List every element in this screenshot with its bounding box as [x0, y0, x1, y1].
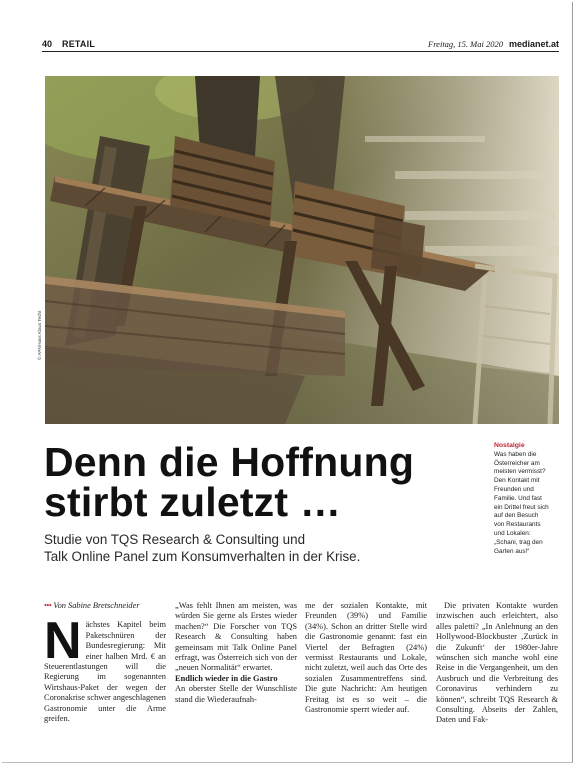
- sidebar-line: von Restaurants: [494, 521, 541, 529]
- subtitle-line-2: Talk Online Panel zum Konsumverhalten in der Krise.: [44, 549, 361, 564]
- page-header: [42, 38, 559, 52]
- sidebar-line: „Schani, trag den: [494, 538, 543, 546]
- column-3-text: me der sozialen Kontakte, mit Freunden (39%) und Familie (34%). Schon an dritter Stelle wird die Gastronomie genannt: fast ein Viertel der Befragten (24%) vermisst Restaurants und Lokale, nicht zuletzt, weil auch das Orte des sozialen Zusammentreffens sind. Die gute Nachricht: Am heutigen Freitag ist es so weit – die Gastronomie sperrt wieder auf.: [305, 601, 427, 715]
- sidebar-note: [494, 442, 564, 556]
- sidebar-title: Nostalgie: [494, 442, 525, 449]
- sidebar-line: und Lokalen:: [494, 529, 531, 537]
- sidebar-line: Garten aus!“: [494, 547, 530, 555]
- sidebar-line: auf den Besuch: [494, 512, 539, 520]
- article-column-4: [436, 601, 558, 726]
- column-2-paragraph-1: „Was fehlt Ihnen am meisten, was würden Sie gerne als Erstes wieder machen?“ Die Forscher von TQS Research & Consulting haben gemeinsam mit Talk Online Panel erfragt, was Österreich sich von der „neuen Normalität“ erwartet.: [175, 601, 297, 673]
- header-rule: [42, 51, 559, 52]
- article-photo: [45, 76, 559, 424]
- byline: [44, 601, 166, 611]
- sidebar-line: Österreicher am: [494, 459, 540, 467]
- column-1-text: ächstes Kapitel beim Paketschnüren der Bundesregierung: Mit einer halben Mrd. € an Steuerentlastungen will die Regierung im sogenannten Wirtshaus-Paket der wegen der Coronakrise schwer angeschlagenen Gastronomie unter die Arme greifen.: [44, 620, 166, 724]
- section-label: RETAIL: [62, 39, 96, 49]
- headline-line-1: Denn die Hoffnung: [44, 439, 415, 485]
- article-column-3: [305, 601, 427, 715]
- site-name: medianet.at: [508, 39, 559, 49]
- sidebar-line: Familie. Und fast: [494, 494, 542, 502]
- issue-date: Freitag, 15. Mai 2020: [428, 39, 503, 49]
- sidebar-line: Den Kontakt mit: [494, 477, 540, 485]
- photo-credit: © APA/Hans Klaus Techt: [37, 310, 42, 360]
- page-number: 40: [42, 39, 53, 49]
- sidebar-line: meisten vermisst?: [494, 468, 546, 476]
- column-4-text: Die privaten Kontakte wurden inzwischen auch erleichtert, also alles paletti? „In Anlehnung an den Hollywood-Blockbuster ‚Zurück in die Zukunft‘ der 1980er-Jahre wünschen sich manche wohl eine Reise in die Vergangenheit, um den Ausbruch und die Verbreitung des Coronavirus verhindern zu können“, schreibt TQS Research & Consulting. Abseits der Zahlen, Daten und Fak-: [436, 601, 558, 725]
- headline: [44, 439, 464, 525]
- headline-line-2: stirbt zuletzt …: [44, 479, 342, 525]
- sidebar-line: ein Drittel freut sich: [494, 503, 549, 511]
- article-column-2: [175, 601, 297, 705]
- byline-author: Von Sabine Bretschneider: [53, 601, 140, 610]
- sidebar-line: Freunden und: [494, 485, 534, 493]
- drop-cap: N: [44, 612, 82, 671]
- column-2-paragraph-2: An oberster Stelle der Wunschliste stand die Wiederaufnah-: [175, 684, 297, 704]
- article-column-1: [44, 601, 166, 724]
- subtitle: [44, 531, 464, 565]
- sidebar-line: Was haben die: [494, 450, 537, 458]
- column-2-subhead: Endlich wieder in die Gastro: [175, 673, 278, 683]
- subtitle-line-1: Studie von TQS Research & Consulting und: [44, 532, 306, 547]
- byline-dots: •••: [44, 601, 52, 610]
